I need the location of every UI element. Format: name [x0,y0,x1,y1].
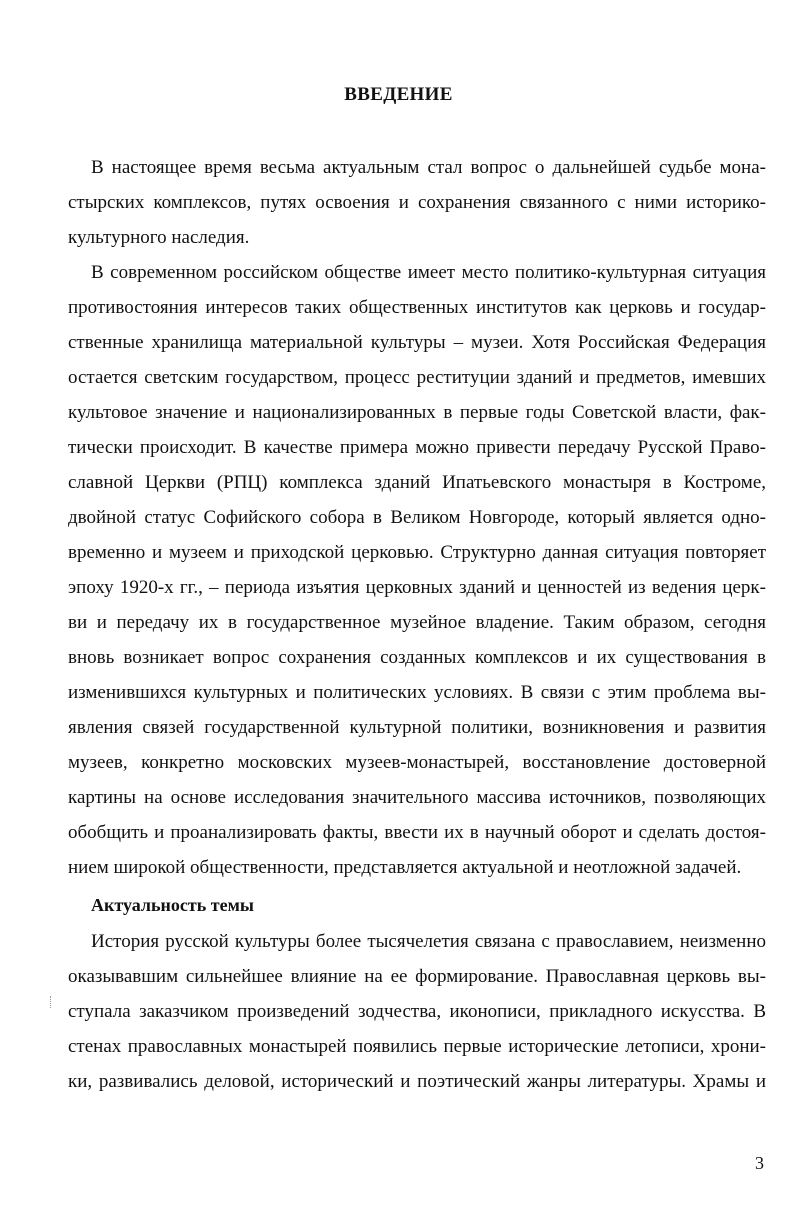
text-line: остается светским государством, процесс реституции зданий и предметов, имевших [68,367,766,388]
text-line: В настоящее время весьма актуальным стал вопрос о дальнейшей судьбе мона- [91,157,766,178]
section-subheading: Актуальность темы [91,895,254,915]
text-line: тически происходит. В качестве примера можно привести передачу Русской Право- [68,437,766,458]
text-line: явления связей государственной культурной политики, возникновения и развития [68,717,766,738]
text-line: ступала заказчиком произведений зодчества, иконописи, прикладного искусства. В [68,1001,766,1022]
page-number: 3 [755,1153,764,1173]
text-line: временно и музеем и приходской церковью. Структурно данная ситуация повторяет [68,542,766,563]
text-line: вновь возникает вопрос сохранения созданных комплексов и их существования в [68,647,766,668]
text-line: двойной статус Софийского собора в Великом Новгороде, который является одно- [68,507,766,528]
text-line: музеев, конкретно московских музеев-монастырей, восстановление достоверной [68,752,766,773]
text-line: ки, развивались деловой, исторический и поэтический жанры литературы. Храмы и [68,1071,766,1092]
text-line: История русской культуры более тысячелетия связана с православием, неизменно [91,931,766,952]
text-line: стырских комплексов, путях освоения и сохранения связанного с ними историко- [68,192,766,213]
text-line: обобщить и проанализировать факты, ввести их в научный оборот и сделать достоя- [68,822,766,843]
text-line: славной Церкви (РПЦ) комплекса зданий Ипатьевского монастыря в Костроме, [68,472,766,493]
text-line: эпоху 1920-х гг., – периода изъятия церковных зданий и ценностей из ведения церк- [68,577,766,598]
page-title: ВВЕДЕНИЕ [344,84,453,105]
text-line: ственные хранилища материальной культуры – музеи. Хотя Российская Федерация [68,332,766,353]
text-line: изменившихся культурных и политических условиях. В связи с этим проблема вы- [68,682,766,703]
text-line: картины на основе исследования значительного массива источников, позволяющих [68,787,766,808]
text-line: стенах православных монастырей появились первые исторические летописи, хрони- [68,1036,766,1057]
text-line: В современном российском обществе имеет место политико-культурная ситуация [91,262,766,283]
text-line: культовое значение и национализированных в первые годы Советской власти, фак- [68,402,766,423]
text-line: оказывавшим сильнейшее влияние на ее формирование. Православная церковь вы- [68,966,766,987]
text-line: культурного наследия. [68,227,250,248]
text-line: противостояния интересов таких общественных институтов как церковь и государ- [68,297,766,318]
text-line: ви и передачу их в государственное музейное владение. Таким образом, сегодня [68,612,766,633]
scan-artifact [50,996,52,1008]
text-line: нием широкой общественности, представляется актуальной и неотложной задачей. [68,857,742,878]
